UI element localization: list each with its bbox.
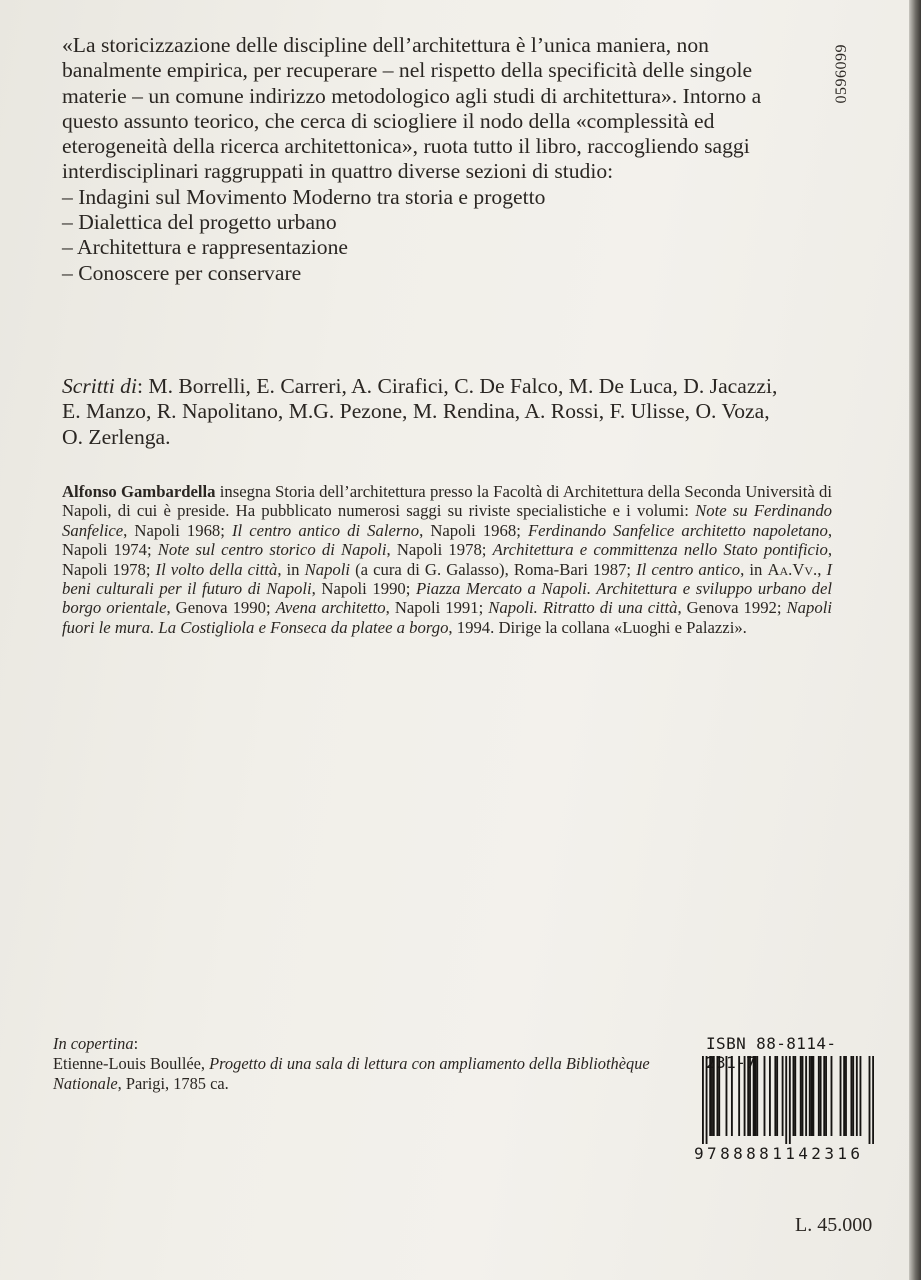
barcode-bar (769, 1056, 771, 1136)
section-item: – Dialettica del progetto urbano (62, 210, 337, 235)
cover-colon: : (133, 1034, 139, 1053)
barcode-bar (809, 1056, 811, 1136)
bio-text: , Napoli 1990; (311, 579, 416, 599)
barcode-bar (718, 1056, 720, 1136)
bio-text: , Napoli 1968; (123, 520, 232, 540)
barcode-bar (831, 1056, 833, 1136)
barcode-bar (812, 1056, 814, 1136)
barcode-bar (713, 1056, 715, 1136)
barcode-bar (785, 1056, 787, 1144)
bio-text: , Napoli 1968; (419, 520, 528, 540)
barcode-bar (726, 1056, 728, 1136)
cover-label: In copertina (53, 1034, 134, 1053)
section-item: – Conoscere per conservare (62, 260, 302, 285)
section-item: – Architettura e rappresentazione (62, 235, 348, 260)
serial-number: 0596099 (833, 44, 850, 104)
barcode-bar (747, 1056, 749, 1136)
section-item: – Indagini sul Movimento Moderno tra storia e progetto (62, 184, 546, 209)
bio-text: , 1994. Dirige la collana «Luoghi e Palazzi». (448, 617, 747, 637)
barcode-bar (850, 1056, 852, 1136)
bio-text: , Genova 1990; (166, 598, 276, 618)
cover-artist: Etienne-Louis Boullée, (53, 1054, 210, 1073)
barcode-bar (840, 1056, 842, 1136)
bio-text: , Napoli 1991; (385, 598, 489, 618)
barcode-bar (789, 1056, 791, 1144)
barcode-bar (869, 1056, 871, 1144)
bio-work-title: Napoli fuori le mura. La Costigliola e Fonseca da platee a borgo (62, 598, 832, 637)
cover-place-date: , Parigi, 1785 ca. (117, 1074, 229, 1093)
barcode-icon (702, 1056, 874, 1144)
author-name: Alfonso Gambardella (62, 482, 216, 501)
bio-work-title: Il centro antico di Salerno (232, 520, 420, 540)
barcode-bar (872, 1056, 874, 1144)
barcode-bar (845, 1056, 847, 1136)
barcode-bar (852, 1056, 854, 1136)
barcode-bar (805, 1056, 807, 1136)
barcode-bar (856, 1056, 858, 1136)
barcode-bar (702, 1056, 704, 1144)
bio-work-title: Il volto della città (155, 559, 278, 579)
barcode-bar (860, 1056, 862, 1136)
barcode-bar (744, 1056, 746, 1136)
barcode-bar (782, 1056, 784, 1136)
barcode-block (694, 1034, 876, 1164)
intro-block (62, 33, 782, 286)
bio-text: , Napoli 1978; (62, 540, 833, 579)
barcode-bar (764, 1056, 766, 1136)
bio-work-title: Ferdinando Sanfelice architetto napoletano (527, 520, 828, 540)
barcode-bar (756, 1056, 758, 1136)
bio-work-title: Note su Ferdinando Sanfelice (62, 501, 833, 540)
barcode-bar (738, 1056, 740, 1136)
barcode-bar (716, 1056, 718, 1136)
bio-work-title: Napoli (304, 559, 351, 579)
bio-text: insegna Storia dell’architettura presso la Facoltà di Architettura della Seconda Università di Napoli, di cui è preside. Ha pubblicato numerosi saggi su riviste specialistiche e i volumi: (62, 482, 832, 521)
bio-text: , in (277, 559, 305, 579)
bio-text: , in (740, 559, 768, 579)
bio-text: (a cura di G. Galasso), Roma-Bari 1987; (350, 559, 637, 579)
barcode-bar (802, 1056, 804, 1136)
barcode-bar (776, 1056, 778, 1136)
barcode-bar (711, 1056, 713, 1136)
barcode-bar (774, 1056, 776, 1136)
bio-text: , Napoli 1978; (386, 540, 493, 560)
cover-credit (53, 1034, 653, 1094)
barcode-bar (731, 1056, 733, 1136)
contributors (62, 374, 782, 450)
barcode-bar (755, 1056, 757, 1136)
bio-work-title: Il centro antico (636, 559, 741, 579)
barcode-bar (825, 1056, 827, 1136)
bio-work-title: Architettura e committenza nello Stato pontificio (492, 540, 828, 560)
author-bio (62, 482, 832, 637)
ean-digits: 9788881142316 (694, 1144, 864, 1163)
bio-aavv: Aa.Vv. (767, 559, 818, 579)
cover-work-title: Progetto di una sala di lettura con ampliamento della Bibliothèque Nationale (53, 1054, 650, 1093)
contributors-label: Scritti di (62, 374, 137, 398)
barcode-bar (753, 1056, 755, 1136)
bio-work-title: Avena architetto (275, 598, 386, 618)
barcode-bar (709, 1056, 711, 1136)
barcode-bar (793, 1056, 795, 1136)
barcode-bar (843, 1056, 845, 1136)
bio-work-title: I beni culturali per il futuro di Napoli (62, 559, 833, 599)
intro-paragraph: «La storicizzazione delle discipline dell’architettura è l’unica maniera, non banalmente empirica, per recuperare – nel rispetto della specificità delle singole materie – un comune indirizzo metodologico agli studi di architettura». Intorno a questo assunto teorico, che cerca di sciogliere il nodo della «complessità ed eterogeneità della ricerca architettonica», ruota tutto il libro, raccogliendo saggi interdisciplinari raggruppati in quattro diverse sezioni di studio: (62, 33, 762, 184)
isbn-number: ISBN 88-8114- 31-7 (706, 1034, 837, 1072)
barcode-bar (811, 1056, 813, 1136)
barcode-bar (820, 1056, 822, 1136)
barcode-bar (823, 1056, 825, 1136)
barcode-bar (706, 1056, 708, 1144)
bio-work-title: Piazza Mercato a Napoli. Architettura e sviluppo urbano del borgo orientale (62, 579, 832, 618)
contributors-names: : M. Borrelli, E. Carreri, A. Cirafici, C. De Falco, M. De Luca, D. Jacazzi, E. Manzo, R. Napolitano, M.G. Pezone, M. Rendina, A. Rossi, F. Ulisse, O. Voza, O. Zerlenga. (62, 374, 778, 449)
price: L. 45.000 (795, 1214, 873, 1236)
page-edge-shadow (909, 0, 921, 1280)
bio-text: , Napoli 1974; (62, 520, 833, 560)
barcode-bar (749, 1056, 751, 1136)
barcode-bar (818, 1056, 820, 1136)
bio-text: , Genova 1992; (677, 598, 787, 618)
barcode-bar (794, 1056, 796, 1136)
bio-work-title: Napoli. Ritratto di una città (488, 598, 678, 618)
barcode-bar (800, 1056, 802, 1136)
bio-work-title: Note sul centro storico di Napoli (157, 540, 387, 560)
bio-text: , (817, 559, 827, 579)
